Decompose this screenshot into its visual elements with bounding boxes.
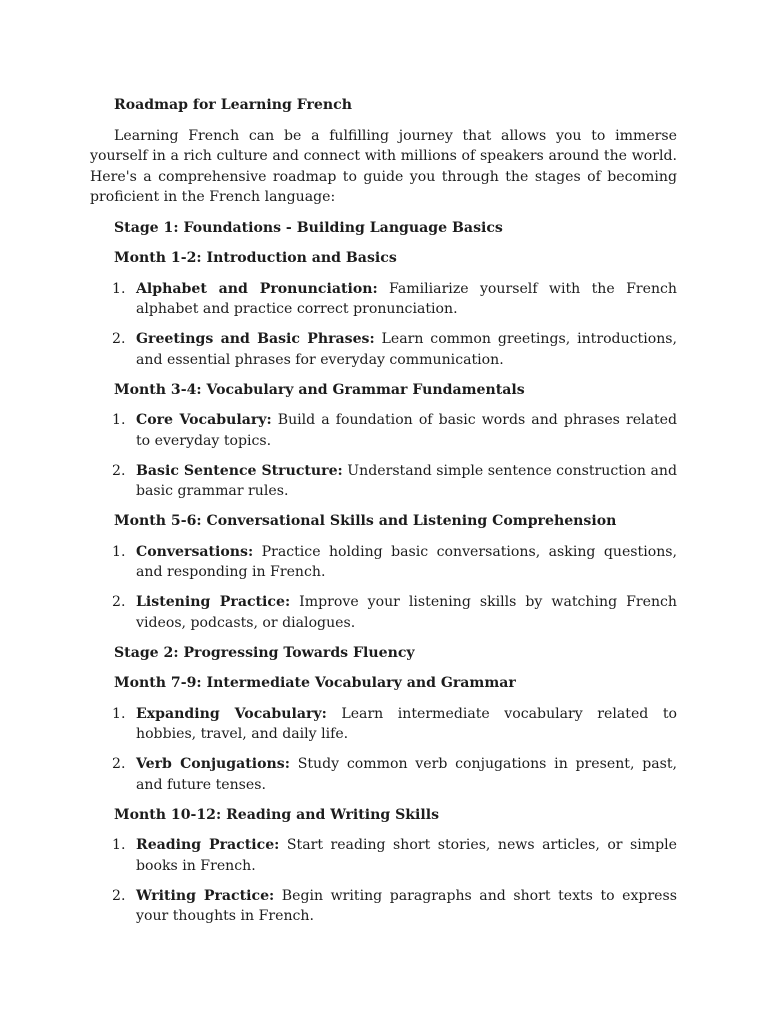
month-heading: Month 1-2: Introduction and Basics xyxy=(114,250,397,266)
numbered-list xyxy=(90,835,677,927)
list-item xyxy=(90,754,677,795)
list-item-text: Study common verb conjugations in present, past, and future tenses. xyxy=(136,756,678,793)
list-item-text: Begin writing paragraphs and short texts to express your thoughts in French. xyxy=(136,887,677,924)
list-item xyxy=(90,279,677,320)
numbered-list xyxy=(90,542,677,634)
document-title: Roadmap for Learning French xyxy=(114,97,352,113)
list-item-term: Reading Practice: xyxy=(136,837,280,853)
list-item-term: Listening Practice: xyxy=(136,594,291,610)
list-item-number: 2. xyxy=(112,331,126,347)
month-heading: Month 7-9: Intermediate Vocabulary and Grammar xyxy=(114,675,516,691)
list-item-term: Greetings and Basic Phrases: xyxy=(136,331,375,347)
stage-heading: Stage 1: Foundations - Building Language Basics xyxy=(114,219,503,236)
list-item-text: Build a foundation of basic words and phrases related to everyday topics. xyxy=(136,412,677,449)
list-item-text: Learn intermediate vocabulary related to hobbies, travel, and daily life. xyxy=(136,705,677,742)
intro-paragraph: Learning French can be a fulfilling journey that allows you to immerse yourself in a rich culture and connect with millions of speakers around the world. Here's a comprehensive roadmap to guide you through the stages of becoming proficient in the French language: xyxy=(90,127,677,205)
numbered-list xyxy=(90,279,677,371)
list-item-term: Conversations: xyxy=(136,543,254,560)
document-body xyxy=(90,95,677,936)
list-item-text: Familiarize yourself with the French alphabet and practice correct pronunciation. xyxy=(136,280,677,317)
month-heading: Month 10-12: Reading and Writing Skills xyxy=(114,806,440,823)
stage-heading: Stage 2: Progressing Towards Fluency xyxy=(114,644,415,661)
list-item-number: 2. xyxy=(112,462,126,479)
list-item xyxy=(90,592,677,633)
list-item xyxy=(90,704,677,745)
list-item-term: Expanding Vocabulary: xyxy=(136,705,327,722)
list-item-number: 2. xyxy=(112,594,126,610)
list-item-term: Writing Practice: xyxy=(136,887,275,904)
list-item xyxy=(90,329,677,370)
list-item-number: 1. xyxy=(112,837,126,853)
list-item-term: Alphabet and Pronunciation: xyxy=(136,280,378,297)
list-item xyxy=(90,410,677,451)
list-item xyxy=(90,886,677,927)
list-item-term: Core Vocabulary: xyxy=(136,412,272,428)
list-item xyxy=(90,542,677,583)
list-item-number: 1. xyxy=(112,280,126,297)
month-heading: Month 3-4: Vocabulary and Grammar Fundamentals xyxy=(114,381,525,398)
list-item-text: Practice holding basic conversations, asking questions, and responding in French. xyxy=(136,543,677,580)
list-item-text: Learn common greetings, introductions, and essential phrases for everyday communication. xyxy=(136,331,677,368)
list-item-number: 2. xyxy=(112,887,126,904)
list-item-text: Improve your listening skills by watching French videos, podcasts, or dialogues. xyxy=(136,594,677,631)
list-item-term: Verb Conjugations: xyxy=(136,756,290,772)
list-item-number: 1. xyxy=(112,705,126,722)
list-item-term: Basic Sentence Structure: xyxy=(136,462,343,479)
list-item-text: Understand simple sentence construction and basic grammar rules. xyxy=(136,462,677,499)
list-item-number: 1. xyxy=(112,412,126,428)
list-item-number: 1. xyxy=(112,543,126,560)
numbered-list xyxy=(90,704,677,796)
list-item xyxy=(90,835,677,876)
list-item-number: 2. xyxy=(112,756,126,772)
list-item-text: Start reading short stories, news articles, or simple books in French. xyxy=(136,837,677,874)
numbered-list xyxy=(90,410,677,502)
month-heading: Month 5-6: Conversational Skills and Listening Comprehension xyxy=(114,513,617,529)
list-item xyxy=(90,461,677,502)
